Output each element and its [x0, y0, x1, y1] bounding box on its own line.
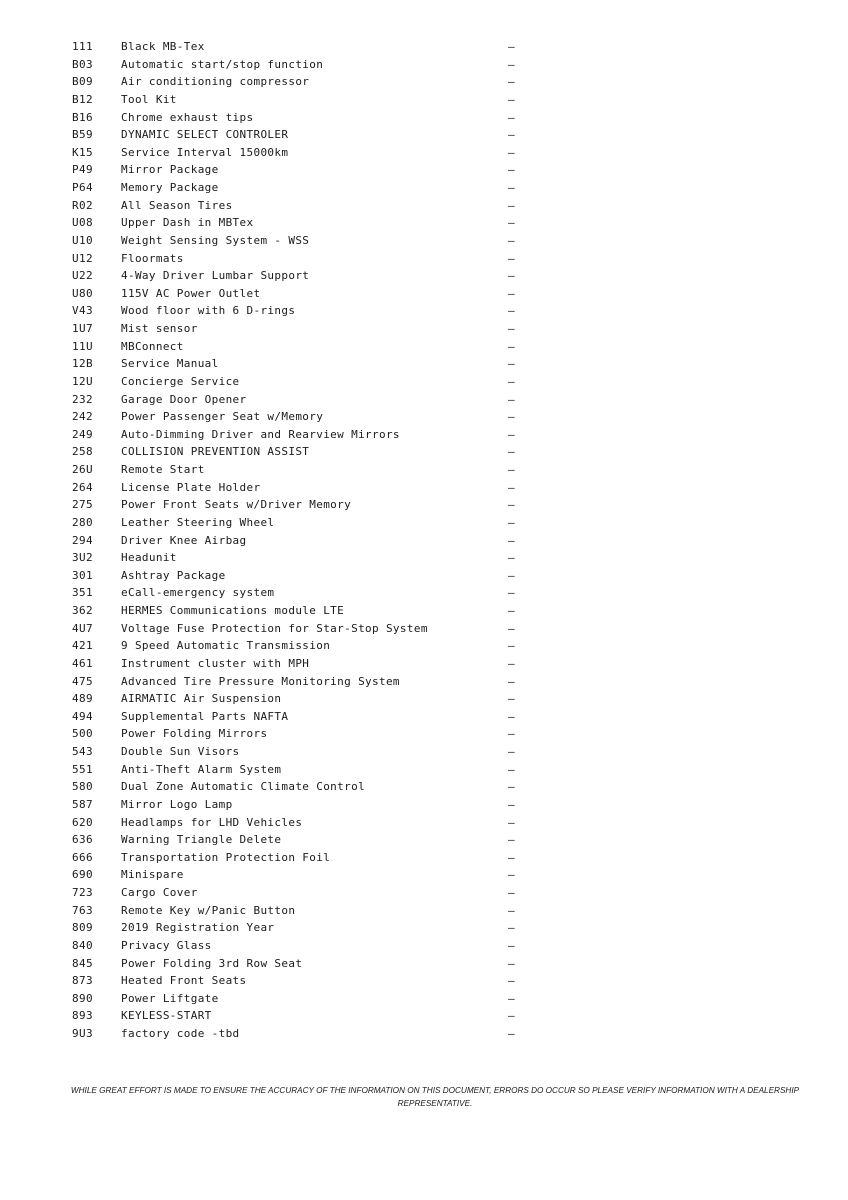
option-code: U80 [72, 286, 93, 300]
option-row [72, 250, 532, 268]
option-code: B12 [72, 92, 93, 106]
option-description: Chrome exhaust tips [121, 110, 254, 124]
option-price: — [508, 674, 515, 688]
option-price: — [508, 815, 515, 829]
option-code: 809 [72, 921, 93, 935]
option-code: 893 [72, 1009, 93, 1023]
option-code: R02 [72, 198, 93, 212]
option-price: — [508, 692, 515, 706]
option-row [72, 902, 532, 920]
option-description: AIRMATIC Air Suspension [121, 692, 282, 706]
option-code: 4U7 [72, 621, 93, 635]
option-row [72, 91, 532, 109]
option-code: 461 [72, 656, 93, 670]
option-price: — [508, 621, 515, 635]
option-description: Dual Zone Automatic Climate Control [121, 780, 366, 794]
option-code: 840 [72, 938, 93, 952]
option-description: factory code -tbd [121, 1027, 240, 1040]
option-code: 587 [72, 797, 93, 811]
option-code: P49 [72, 163, 93, 177]
option-price: — [508, 251, 515, 265]
option-price: — [508, 903, 515, 917]
option-price: — [508, 163, 515, 177]
option-code: 3U2 [72, 551, 93, 565]
option-codes-list [72, 38, 532, 1043]
option-row [72, 302, 532, 320]
option-code: 232 [72, 392, 93, 406]
option-price: — [508, 110, 515, 124]
option-row [72, 461, 532, 479]
option-price: — [508, 498, 515, 512]
option-description: Ashtray Package [121, 568, 226, 582]
option-description: Cargo Cover [121, 886, 198, 899]
option-description: Wood floor with 6 D-rings [121, 304, 296, 318]
option-code: 475 [72, 674, 93, 688]
option-description: Leather Steering Wheel [121, 515, 275, 529]
option-price: — [508, 410, 515, 424]
option-price: — [508, 938, 515, 952]
option-row [72, 373, 532, 391]
option-row [72, 443, 532, 461]
option-price: — [508, 128, 515, 142]
option-description: Automatic start/stop function [121, 57, 324, 71]
option-row [72, 426, 532, 444]
option-description: Air conditioning compressor [121, 75, 310, 89]
option-code: 620 [72, 815, 93, 829]
option-description: Privacy Glass [121, 938, 212, 952]
option-code: 551 [72, 762, 93, 776]
option-row [72, 514, 532, 532]
option-code: 845 [72, 956, 93, 970]
option-description: Warning Triangle Delete [121, 833, 282, 847]
option-description: Weight Sensing System - WSS [121, 233, 310, 247]
option-code: 264 [72, 480, 93, 494]
option-code: 494 [72, 709, 93, 723]
option-price: — [508, 780, 515, 794]
option-code: 723 [72, 886, 93, 899]
option-row [72, 690, 532, 708]
option-code: K15 [72, 145, 93, 159]
option-description: HERMES Communications module LTE [121, 604, 345, 617]
option-price: — [508, 921, 515, 935]
option-code: 873 [72, 974, 93, 988]
option-description: Heated Front Seats [121, 974, 247, 988]
option-description: Voltage Fuse Protection for Star-Stop System [121, 621, 428, 635]
option-code: 26U [72, 463, 93, 476]
option-description: Service Interval 15000km [121, 145, 289, 159]
option-row [72, 109, 532, 127]
option-code: V43 [72, 304, 93, 318]
option-price: — [508, 357, 515, 371]
option-description: Anti-Theft Alarm System [121, 762, 282, 776]
option-price: — [508, 515, 515, 529]
option-price: — [508, 269, 515, 283]
option-price: — [508, 40, 515, 53]
option-price: — [508, 1027, 515, 1040]
option-description: Mist sensor [121, 322, 198, 335]
option-price: — [508, 604, 515, 617]
option-price: — [508, 956, 515, 970]
option-description: Black MB-Tex [121, 40, 205, 53]
option-code: 280 [72, 515, 93, 529]
option-code: 258 [72, 445, 93, 459]
option-price: — [508, 797, 515, 811]
option-price: — [508, 286, 515, 300]
option-description: 2019 Registration Year [121, 921, 275, 935]
option-description: Service Manual [121, 357, 219, 371]
option-row [72, 884, 532, 902]
option-code: 275 [72, 498, 93, 512]
option-row [72, 655, 532, 673]
option-price: — [508, 427, 515, 441]
option-row [72, 831, 532, 849]
option-row [72, 743, 532, 761]
option-description: Garage Door Opener [121, 392, 247, 406]
option-price: — [508, 198, 515, 212]
option-description: Upper Dash in MBTex [121, 216, 254, 230]
option-row [72, 38, 532, 56]
option-price: — [508, 1009, 515, 1023]
option-price: — [508, 551, 515, 565]
option-code: 249 [72, 427, 93, 441]
option-code: 690 [72, 868, 93, 882]
option-row [72, 479, 532, 497]
option-code: 636 [72, 833, 93, 847]
option-code: 12U [72, 374, 93, 388]
option-price: — [508, 392, 515, 406]
option-code: 294 [72, 533, 93, 547]
option-price: — [508, 445, 515, 459]
option-row [72, 532, 532, 550]
option-row [72, 620, 532, 638]
option-description: Headlamps for LHD Vehicles [121, 815, 303, 829]
option-code: 421 [72, 639, 93, 653]
option-description: Instrument cluster with MPH [121, 656, 310, 670]
option-row [72, 761, 532, 779]
option-code: 890 [72, 991, 93, 1005]
option-description: DYNAMIC SELECT CONTROLER [121, 128, 289, 142]
option-code: P64 [72, 181, 93, 194]
option-row [72, 778, 532, 796]
option-code: 489 [72, 692, 93, 706]
option-code: 11U [72, 339, 93, 353]
option-description: COLLISION PREVENTION ASSIST [121, 445, 310, 459]
option-description: Tool Kit [121, 92, 177, 106]
option-price: — [508, 568, 515, 582]
disclaimer-text: WHILE GREAT EFFORT IS MADE TO ENSURE THE ACCURACY OF THE INFORMATION ON THIS DOCUMENT, ERRORS DO OCCUR SO PLEASE VERIFY INFORMATION WITH A DEALERSHIP REPRESENTATIVE. [70, 1086, 800, 1108]
option-price: — [508, 57, 515, 71]
option-price: — [508, 92, 515, 106]
option-code: 580 [72, 780, 93, 794]
option-price: — [508, 480, 515, 494]
option-description: Remote Key w/Panic Button [121, 903, 296, 917]
option-price: — [508, 709, 515, 723]
option-price: — [508, 850, 515, 864]
option-code: U10 [72, 233, 93, 247]
option-code: U22 [72, 269, 93, 283]
option-description: Power Front Seats w/Driver Memory [121, 498, 352, 512]
option-price: — [508, 145, 515, 159]
option-description: Power Folding Mirrors [121, 727, 268, 741]
option-description: Mirror Package [121, 163, 219, 177]
option-price: — [508, 991, 515, 1005]
option-price: — [508, 533, 515, 547]
option-row [72, 496, 532, 514]
option-code: 351 [72, 586, 93, 600]
option-price: — [508, 339, 515, 353]
option-row [72, 814, 532, 832]
option-code: 500 [72, 727, 93, 741]
option-code: 666 [72, 850, 93, 864]
option-price: — [508, 463, 515, 476]
option-row [72, 408, 532, 426]
option-row [72, 267, 532, 285]
option-code: B16 [72, 110, 93, 124]
option-row [72, 990, 532, 1008]
option-row [72, 1007, 532, 1025]
option-code: 12B [72, 357, 93, 371]
option-code: B09 [72, 75, 93, 89]
option-description: Remote Start [121, 463, 205, 476]
option-price: — [508, 216, 515, 230]
option-row [72, 708, 532, 726]
option-price: — [508, 181, 515, 194]
option-description: Headunit [121, 551, 177, 565]
option-row [72, 232, 532, 250]
option-row [72, 73, 532, 91]
option-price: — [508, 322, 515, 335]
option-code: U08 [72, 216, 93, 230]
option-row [72, 972, 532, 990]
option-row [72, 320, 532, 338]
option-price: — [508, 974, 515, 988]
option-description: Power Folding 3rd Row Seat [121, 956, 303, 970]
option-row [72, 1025, 532, 1043]
option-price: — [508, 762, 515, 776]
option-description: 9 Speed Automatic Transmission [121, 639, 331, 653]
option-row [72, 285, 532, 303]
option-code: B03 [72, 57, 93, 71]
option-description: MBConnect [121, 339, 184, 353]
option-row [72, 796, 532, 814]
option-row [72, 214, 532, 232]
option-row [72, 637, 532, 655]
option-description: Supplemental Parts NAFTA [121, 709, 289, 723]
option-price: — [508, 233, 515, 247]
option-code: U12 [72, 251, 93, 265]
option-description: eCall-emergency system [121, 586, 275, 600]
option-code: B59 [72, 128, 93, 142]
option-price: — [508, 639, 515, 653]
option-description: Auto-Dimming Driver and Rearview Mirrors [121, 427, 400, 441]
option-row [72, 144, 532, 162]
option-price: — [508, 656, 515, 670]
option-row [72, 584, 532, 602]
option-code: 301 [72, 568, 93, 582]
option-row [72, 955, 532, 973]
option-price: — [508, 745, 515, 758]
option-description: Power Liftgate [121, 991, 219, 1005]
option-code: 362 [72, 604, 93, 617]
option-description: Minispare [121, 868, 184, 882]
option-row [72, 161, 532, 179]
option-row [72, 56, 532, 74]
option-price: — [508, 586, 515, 600]
option-price: — [508, 833, 515, 847]
option-description: Transportation Protection Foil [121, 850, 331, 864]
option-description: Memory Package [121, 181, 219, 194]
option-row [72, 725, 532, 743]
option-description: 4-Way Driver Lumbar Support [121, 269, 310, 283]
option-code: 111 [72, 40, 93, 53]
option-row [72, 937, 532, 955]
option-price: — [508, 886, 515, 899]
option-description: Driver Knee Airbag [121, 533, 247, 547]
option-code: 763 [72, 903, 93, 917]
option-row [72, 673, 532, 691]
option-code: 9U3 [72, 1027, 93, 1040]
option-row [72, 197, 532, 215]
option-row [72, 866, 532, 884]
option-row [72, 179, 532, 197]
option-code: 1U7 [72, 322, 93, 335]
option-description: Floormats [121, 251, 184, 265]
option-row [72, 567, 532, 585]
option-price: — [508, 868, 515, 882]
option-price: — [508, 75, 515, 89]
option-description: License Plate Holder [121, 480, 261, 494]
option-row [72, 602, 532, 620]
option-price: — [508, 304, 515, 318]
option-description: Concierge Service [121, 374, 240, 388]
option-description: KEYLESS-START [121, 1009, 212, 1023]
option-code: 543 [72, 745, 93, 758]
option-row [72, 126, 532, 144]
option-row [72, 355, 532, 373]
option-row [72, 549, 532, 567]
option-description: Mirror Logo Lamp [121, 797, 233, 811]
option-description: 115V AC Power Outlet [121, 286, 261, 300]
option-description: Double Sun Visors [121, 745, 240, 758]
option-row [72, 849, 532, 867]
option-price: — [508, 374, 515, 388]
option-description: Advanced Tire Pressure Monitoring System [121, 674, 400, 688]
option-description: All Season Tires [121, 198, 233, 212]
option-row [72, 919, 532, 937]
option-description: Power Passenger Seat w/Memory [121, 410, 324, 424]
option-code: 242 [72, 410, 93, 424]
option-row [72, 391, 532, 409]
option-row [72, 338, 532, 356]
option-price: — [508, 727, 515, 741]
